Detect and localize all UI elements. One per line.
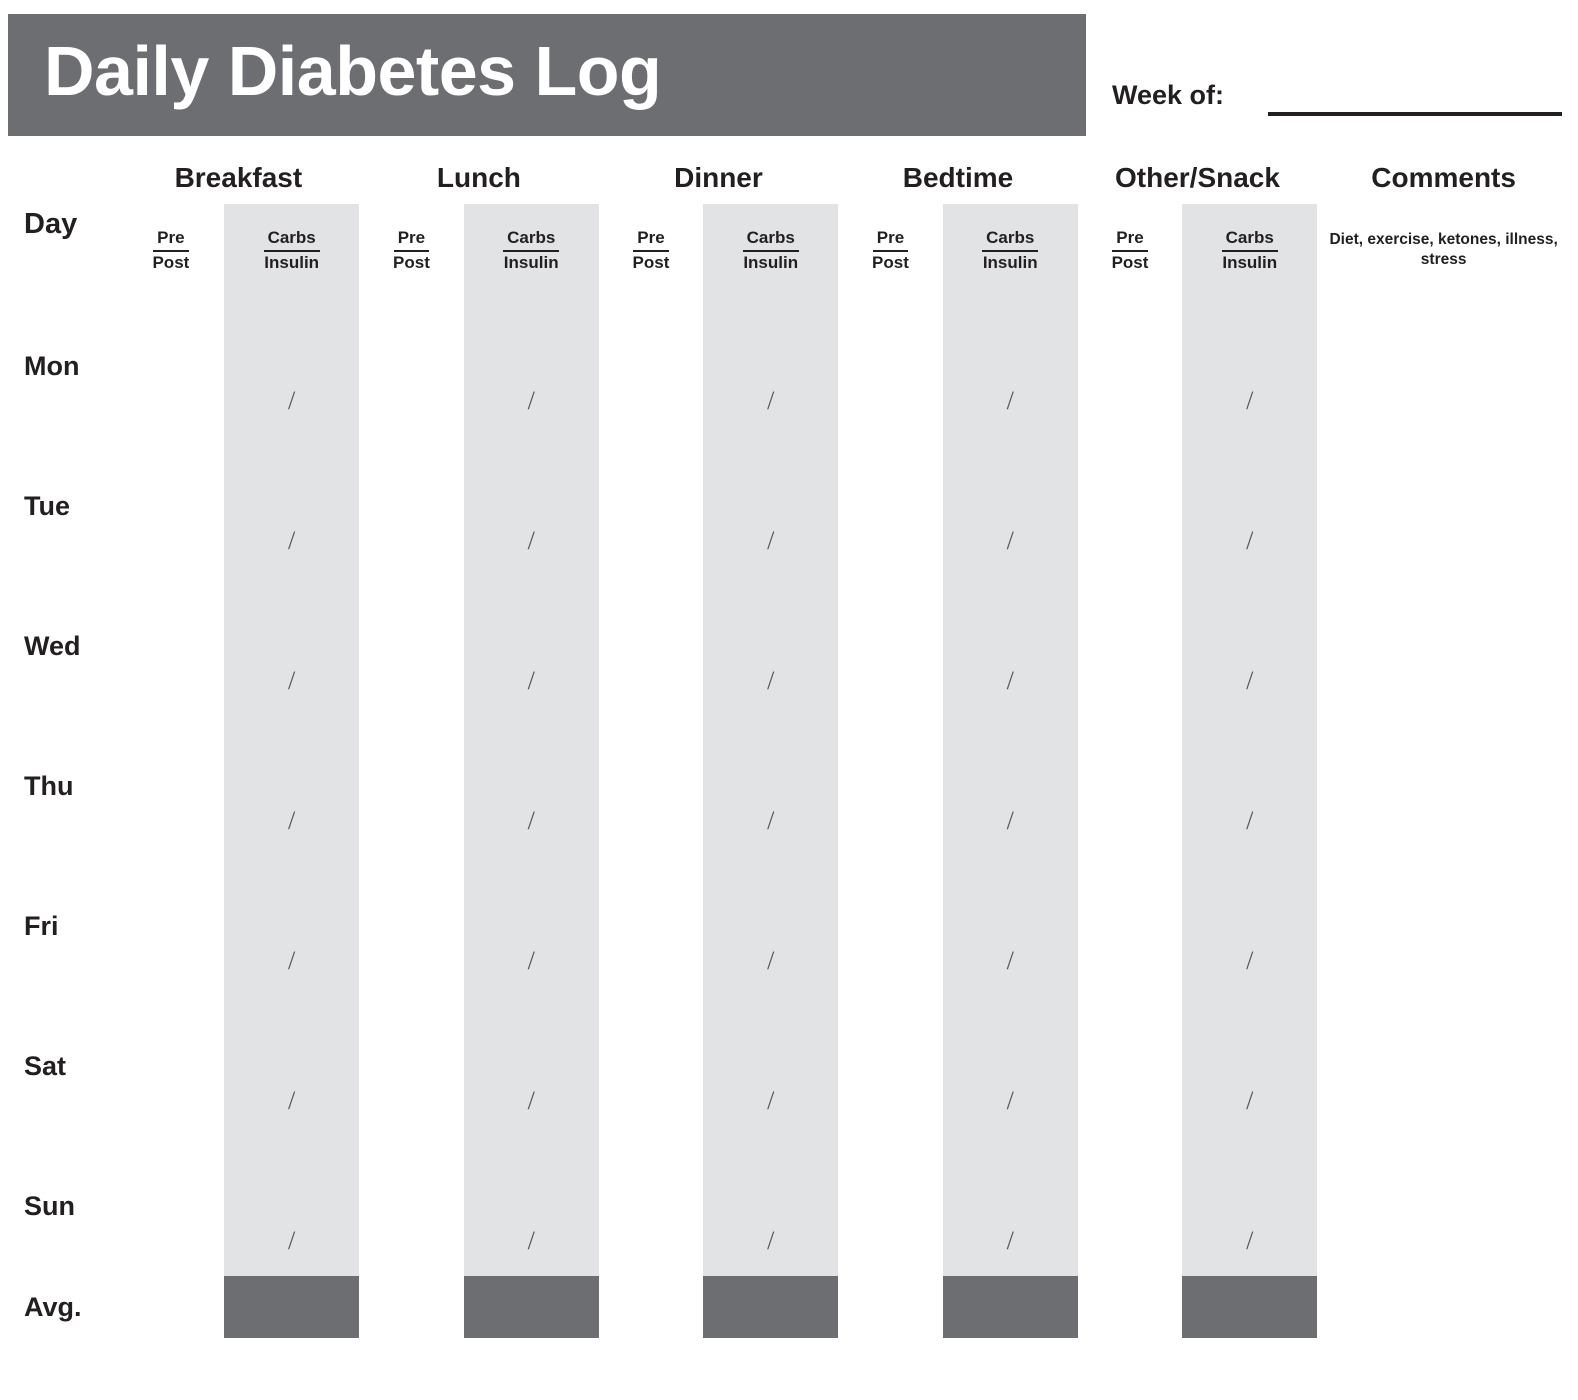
- page-title: Daily Diabetes Log: [44, 32, 662, 110]
- cell-fri-breakfast-insulin[interactable]: /: [224, 926, 359, 996]
- subheader-label-pre: Pre: [873, 227, 908, 252]
- cell-fri-other-insulin[interactable]: /: [1182, 926, 1317, 996]
- table-row: [8, 296, 1570, 366]
- cell-sun-bedtime-pre[interactable]: [838, 1136, 943, 1206]
- cell-wed-lunch-post[interactable]: [359, 646, 464, 716]
- cell-tue-bedtime-insulin[interactable]: /: [943, 506, 1078, 576]
- cell-thu-bedtime-insulin[interactable]: /: [943, 786, 1078, 856]
- row-label-tue: Tue: [24, 490, 70, 521]
- cell-sat-breakfast-post[interactable]: [118, 1066, 225, 1136]
- cell-wed-other-pre[interactable]: [1078, 576, 1183, 646]
- cell-fri-lunch-pre[interactable]: [359, 856, 464, 926]
- cell-fri-dinner-pre[interactable]: [599, 856, 704, 926]
- cell-tue-dinner-post[interactable]: [599, 506, 704, 576]
- subheader-label-pre: Pre: [633, 227, 668, 252]
- subheader-bedtime-carbs-insulin: [943, 204, 1078, 296]
- cell-mon-other-insulin[interactable]: /: [1182, 366, 1317, 436]
- cell-sun-other-insulin[interactable]: /: [1182, 1206, 1317, 1276]
- cell-sat-other-pre[interactable]: [1078, 996, 1183, 1066]
- subheader-label-post: Post: [632, 252, 670, 272]
- cell-thu-lunch-pre[interactable]: [359, 716, 464, 786]
- cell-thu-other-carbs[interactable]: [1182, 716, 1317, 786]
- row-label-mon: Mon: [24, 350, 80, 381]
- cell-sun-bedtime-insulin[interactable]: /: [943, 1206, 1078, 1276]
- cell-fri-bedtime-pre[interactable]: [838, 856, 943, 926]
- cell-tue-breakfast-post[interactable]: [118, 506, 225, 576]
- column-header-bedtime: Bedtime: [902, 162, 1014, 193]
- cell-avg-bedtime-pre[interactable]: [838, 1276, 943, 1338]
- cell-fri-dinner-post[interactable]: [599, 926, 704, 996]
- cell-thu-comments[interactable]: [1317, 716, 1570, 856]
- cell-sat-other-insulin[interactable]: /: [1182, 1066, 1317, 1136]
- cell-sun-dinner-pre[interactable]: [599, 1136, 704, 1206]
- cell-sat-breakfast-carbs[interactable]: [224, 996, 359, 1066]
- average-row: [8, 1276, 1570, 1338]
- cell-sat-breakfast-pre[interactable]: [118, 996, 225, 1066]
- cell-mon-lunch-pre[interactable]: [359, 296, 464, 366]
- cell-thu-other-pre[interactable]: [1078, 716, 1183, 786]
- cell-thu-bedtime-post[interactable]: [838, 786, 943, 856]
- cell-tue-other-insulin[interactable]: /: [1182, 506, 1317, 576]
- subheader-dinner-carbs-insulin: [703, 204, 838, 296]
- subheader-dinner-pre-post: [599, 204, 704, 296]
- cell-tue-other-post[interactable]: [1078, 506, 1183, 576]
- cell-sun-breakfast-carbs[interactable]: [224, 1136, 359, 1206]
- subheader-other-snack-pre-post: [1078, 204, 1183, 296]
- cell-mon-dinner-carbs[interactable]: [703, 296, 838, 366]
- cell-sun-comments[interactable]: [1317, 1136, 1570, 1276]
- cell-sun-dinner-post[interactable]: [599, 1206, 704, 1276]
- cell-mon-lunch-post[interactable]: [359, 366, 464, 436]
- cell-tue-lunch-post[interactable]: [359, 506, 464, 576]
- cell-fri-lunch-post[interactable]: [359, 926, 464, 996]
- column-header-breakfast: Breakfast: [174, 162, 303, 193]
- cell-fri-dinner-insulin[interactable]: /: [703, 926, 838, 996]
- cell-sun-bedtime-carbs[interactable]: [943, 1136, 1078, 1206]
- cell-thu-breakfast-insulin[interactable]: /: [224, 786, 359, 856]
- column-header-comments: Comments: [1371, 162, 1516, 193]
- cell-mon-lunch-insulin[interactable]: /: [464, 366, 599, 436]
- cell-sun-other-post[interactable]: [1078, 1206, 1183, 1276]
- cell-sat-lunch-pre[interactable]: [359, 996, 464, 1066]
- cell-fri-dinner-carbs[interactable]: [703, 856, 838, 926]
- cell-avg-comments[interactable]: [1317, 1276, 1570, 1338]
- subheader-label-insulin: Insulin: [743, 252, 799, 272]
- cell-mon-bedtime-insulin[interactable]: /: [943, 366, 1078, 436]
- cell-sat-dinner-carbs[interactable]: [703, 996, 838, 1066]
- week-of-input[interactable]: [1268, 112, 1562, 116]
- subheader-label-insulin: Insulin: [503, 252, 559, 272]
- row-label-sun: Sun: [24, 1190, 75, 1221]
- cell-sun-other-pre[interactable]: [1078, 1136, 1183, 1206]
- cell-thu-breakfast-carbs[interactable]: [224, 716, 359, 786]
- cell-sat-lunch-post[interactable]: [359, 1066, 464, 1136]
- cell-wed-breakfast-carbs[interactable]: [224, 576, 359, 646]
- cell-wed-other-carbs[interactable]: [1182, 576, 1317, 646]
- cell-sat-bedtime-carbs[interactable]: [943, 996, 1078, 1066]
- cell-mon-bedtime-post[interactable]: [838, 366, 943, 436]
- subheader-label-post: Post: [393, 252, 430, 272]
- log-table: [8, 152, 1570, 1338]
- cell-sun-breakfast-post[interactable]: [118, 1206, 225, 1276]
- subheader-lunch-pre-post: [359, 204, 464, 296]
- subheader-label-post: Post: [872, 252, 909, 272]
- cell-sun-breakfast-insulin[interactable]: /: [224, 1206, 359, 1276]
- cell-wed-other-insulin[interactable]: /: [1182, 646, 1317, 716]
- cell-wed-bedtime-pre[interactable]: [838, 576, 943, 646]
- cell-wed-dinner-insulin[interactable]: /: [703, 646, 838, 716]
- cell-sat-bedtime-pre[interactable]: [838, 996, 943, 1066]
- cell-wed-dinner-carbs[interactable]: [703, 576, 838, 646]
- cell-mon-dinner-post[interactable]: [599, 366, 704, 436]
- cell-wed-lunch-pre[interactable]: [359, 576, 464, 646]
- title-band: [8, 14, 1086, 136]
- cell-thu-dinner-post[interactable]: [599, 786, 704, 856]
- cell-tue-dinner-carbs[interactable]: [703, 436, 838, 506]
- cell-wed-dinner-post[interactable]: [599, 646, 704, 716]
- cell-thu-other-post[interactable]: [1078, 786, 1183, 856]
- cell-thu-breakfast-post[interactable]: [118, 786, 225, 856]
- cell-avg-breakfast-pre[interactable]: [118, 1276, 225, 1338]
- cell-thu-dinner-pre[interactable]: [599, 716, 704, 786]
- column-header-day: Day: [24, 207, 78, 240]
- cell-sat-other-carbs[interactable]: [1182, 996, 1317, 1066]
- cell-fri-breakfast-carbs[interactable]: [224, 856, 359, 926]
- cell-sun-dinner-carbs[interactable]: [703, 1136, 838, 1206]
- row-label-thu: Thu: [24, 770, 74, 801]
- cell-tue-other-carbs[interactable]: [1182, 436, 1317, 506]
- cell-wed-lunch-insulin[interactable]: /: [464, 646, 599, 716]
- table-row: [8, 576, 1570, 646]
- table-row: [8, 716, 1570, 786]
- cell-sun-lunch-carbs[interactable]: [464, 1136, 599, 1206]
- cell-mon-lunch-carbs[interactable]: [464, 296, 599, 366]
- subheader-label-carbs: Carbs: [743, 227, 799, 252]
- cell-wed-bedtime-insulin[interactable]: /: [943, 646, 1078, 716]
- cell-wed-dinner-pre[interactable]: [599, 576, 704, 646]
- table-row: [8, 1136, 1570, 1206]
- cell-tue-breakfast-carbs[interactable]: [224, 436, 359, 506]
- cell-avg-dinner-pre[interactable]: [599, 1276, 704, 1338]
- cell-wed-breakfast-insulin[interactable]: /: [224, 646, 359, 716]
- cell-tue-dinner-pre[interactable]: [599, 436, 704, 506]
- cell-fri-bedtime-post[interactable]: [838, 926, 943, 996]
- cell-sat-lunch-insulin[interactable]: /: [464, 1066, 599, 1136]
- cell-fri-bedtime-carbs[interactable]: [943, 856, 1078, 926]
- cell-wed-lunch-carbs[interactable]: [464, 576, 599, 646]
- cell-thu-breakfast-pre[interactable]: [118, 716, 225, 786]
- cell-tue-lunch-insulin[interactable]: /: [464, 506, 599, 576]
- cell-avg-other-carbs-blocked: [1182, 1276, 1317, 1338]
- cell-sat-dinner-insulin[interactable]: /: [703, 1066, 838, 1136]
- cell-thu-dinner-insulin[interactable]: /: [703, 786, 838, 856]
- subheader-label-carbs: Carbs: [1222, 227, 1278, 252]
- cell-sat-breakfast-insulin[interactable]: /: [224, 1066, 359, 1136]
- subheader-label-carbs: Carbs: [264, 227, 320, 252]
- cell-avg-breakfast-carbs-blocked: [224, 1276, 359, 1338]
- cell-wed-bedtime-carbs[interactable]: [943, 576, 1078, 646]
- cell-sat-lunch-carbs[interactable]: [464, 996, 599, 1066]
- cell-mon-comments[interactable]: [1317, 296, 1570, 436]
- column-header-other-snack: Other/Snack: [1115, 162, 1280, 193]
- cell-thu-lunch-carbs[interactable]: [464, 716, 599, 786]
- cell-fri-bedtime-insulin[interactable]: /: [943, 926, 1078, 996]
- cell-tue-bedtime-carbs[interactable]: [943, 436, 1078, 506]
- cell-mon-breakfast-insulin[interactable]: /: [224, 366, 359, 436]
- subheader-label-pre: Pre: [153, 227, 188, 252]
- cell-thu-lunch-post[interactable]: [359, 786, 464, 856]
- cell-sun-breakfast-pre[interactable]: [118, 1136, 225, 1206]
- week-of-label: Week of:: [1112, 80, 1225, 110]
- subheader-label-carbs: Carbs: [982, 227, 1038, 252]
- table-row: [8, 996, 1570, 1066]
- header-group-row: [8, 152, 1570, 204]
- subheader-label-insulin: Insulin: [982, 252, 1038, 272]
- cell-avg-bedtime-carbs-blocked: [943, 1276, 1078, 1338]
- cell-wed-breakfast-post[interactable]: [118, 646, 225, 716]
- cell-wed-other-post[interactable]: [1078, 646, 1183, 716]
- cell-tue-lunch-carbs[interactable]: [464, 436, 599, 506]
- cell-thu-bedtime-carbs[interactable]: [943, 716, 1078, 786]
- cell-thu-bedtime-pre[interactable]: [838, 716, 943, 786]
- column-header-dinner: Dinner: [674, 162, 763, 193]
- cell-tue-bedtime-pre[interactable]: [838, 436, 943, 506]
- cell-sat-bedtime-post[interactable]: [838, 1066, 943, 1136]
- cell-thu-dinner-carbs[interactable]: [703, 716, 838, 786]
- row-label-average: Avg.: [24, 1291, 82, 1322]
- cell-fri-other-pre[interactable]: [1078, 856, 1183, 926]
- subheader-lunch-carbs-insulin: [464, 204, 599, 296]
- cell-tue-breakfast-insulin[interactable]: /: [224, 506, 359, 576]
- cell-tue-other-pre[interactable]: [1078, 436, 1183, 506]
- subheader-label-post: Post: [1111, 252, 1149, 272]
- row-label-fri: Fri: [24, 910, 59, 941]
- cell-tue-bedtime-post[interactable]: [838, 506, 943, 576]
- cell-mon-dinner-insulin[interactable]: /: [703, 366, 838, 436]
- table-row: [8, 856, 1570, 926]
- subheader-breakfast-carbs-insulin: [224, 204, 359, 296]
- subheader-label-pre: Pre: [394, 227, 429, 252]
- cell-mon-bedtime-pre[interactable]: [838, 296, 943, 366]
- cell-mon-breakfast-post[interactable]: [118, 366, 225, 436]
- subheader-bedtime-pre-post: [838, 204, 943, 296]
- cell-mon-bedtime-carbs[interactable]: [943, 296, 1078, 366]
- subheader-label-post: Post: [152, 252, 190, 272]
- cell-sat-dinner-post[interactable]: [599, 1066, 704, 1136]
- row-label-wed: Wed: [24, 630, 81, 661]
- cell-fri-breakfast-pre[interactable]: [118, 856, 225, 926]
- subheader-label-insulin: Insulin: [1222, 252, 1278, 272]
- cell-sun-lunch-insulin[interactable]: /: [464, 1206, 599, 1276]
- column-header-lunch: Lunch: [436, 162, 521, 193]
- cell-mon-other-carbs[interactable]: [1182, 296, 1317, 366]
- cell-wed-comments[interactable]: [1317, 576, 1570, 716]
- cell-fri-other-post[interactable]: [1078, 926, 1183, 996]
- cell-sun-lunch-pre[interactable]: [359, 1136, 464, 1206]
- row-label-sat: Sat: [24, 1050, 67, 1081]
- cell-sun-lunch-post[interactable]: [359, 1206, 464, 1276]
- cell-tue-lunch-pre[interactable]: [359, 436, 464, 506]
- cell-thu-other-insulin[interactable]: /: [1182, 786, 1317, 856]
- cell-mon-breakfast-carbs[interactable]: [224, 296, 359, 366]
- subheader-breakfast-pre-post: [118, 204, 225, 296]
- cell-sun-bedtime-post[interactable]: [838, 1206, 943, 1276]
- cell-sat-comments[interactable]: [1317, 996, 1570, 1136]
- cell-sat-bedtime-insulin[interactable]: /: [943, 1066, 1078, 1136]
- cell-sun-other-carbs[interactable]: [1182, 1136, 1317, 1206]
- cell-avg-lunch-pre[interactable]: [359, 1276, 464, 1338]
- cell-sat-other-post[interactable]: [1078, 1066, 1183, 1136]
- subheader-label-pre: Pre: [1112, 227, 1147, 252]
- cell-avg-dinner-carbs-blocked: [703, 1276, 838, 1338]
- cell-fri-comments[interactable]: [1317, 856, 1570, 996]
- cell-tue-dinner-insulin[interactable]: /: [703, 506, 838, 576]
- cell-mon-other-pre[interactable]: [1078, 296, 1183, 366]
- cell-avg-lunch-carbs-blocked: [464, 1276, 599, 1338]
- cell-avg-other-pre[interactable]: [1078, 1276, 1183, 1338]
- cell-mon-other-post[interactable]: [1078, 366, 1183, 436]
- cell-wed-bedtime-post[interactable]: [838, 646, 943, 716]
- subheader-label-insulin: Insulin: [264, 252, 320, 272]
- cell-fri-breakfast-post[interactable]: [118, 926, 225, 996]
- cell-fri-lunch-carbs[interactable]: [464, 856, 599, 926]
- subheader-other-snack-carbs-insulin: [1182, 204, 1317, 296]
- table-row: [8, 436, 1570, 506]
- subheader-comments-note: Diet, exercise, ketones, illness, stress: [1329, 230, 1558, 268]
- cell-fri-lunch-insulin[interactable]: /: [464, 926, 599, 996]
- cell-sat-dinner-pre[interactable]: [599, 996, 704, 1066]
- cell-mon-breakfast-pre[interactable]: [118, 296, 225, 366]
- cell-tue-breakfast-pre[interactable]: [118, 436, 225, 506]
- cell-fri-other-carbs[interactable]: [1182, 856, 1317, 926]
- cell-mon-dinner-pre[interactable]: [599, 296, 704, 366]
- subheader-label-carbs: Carbs: [503, 227, 559, 252]
- cell-wed-breakfast-pre[interactable]: [118, 576, 225, 646]
- cell-thu-lunch-insulin[interactable]: /: [464, 786, 599, 856]
- cell-tue-comments[interactable]: [1317, 436, 1570, 576]
- header-sub-row: [8, 204, 1570, 296]
- cell-sun-dinner-insulin[interactable]: /: [703, 1206, 838, 1276]
